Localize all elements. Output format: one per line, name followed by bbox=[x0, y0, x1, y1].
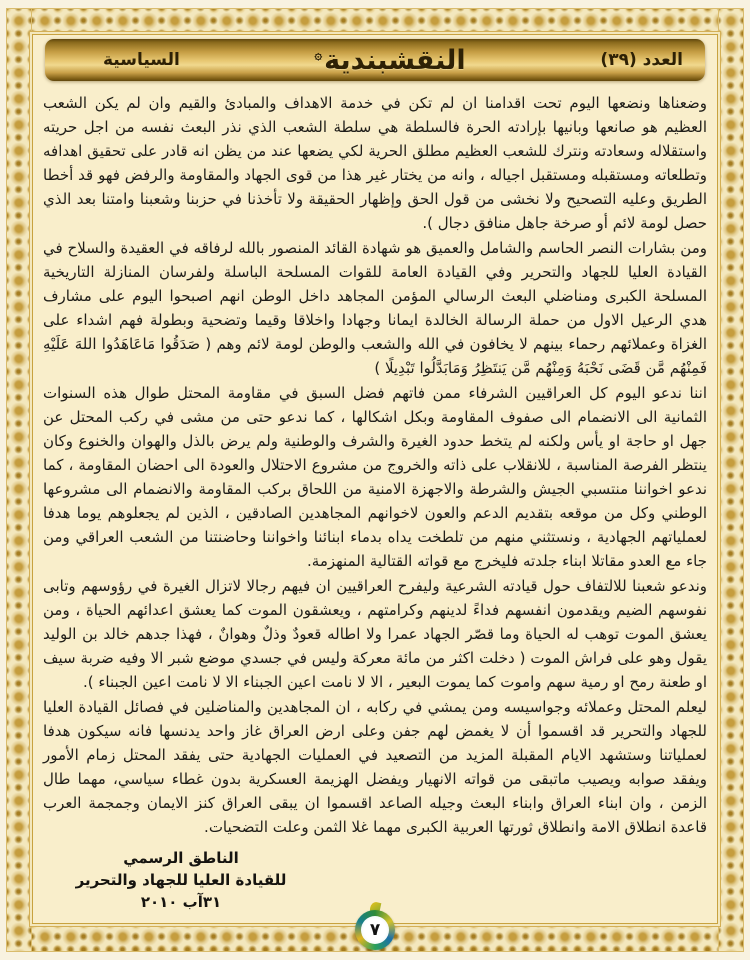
section-label: السياسية bbox=[103, 50, 180, 70]
masthead-bar bbox=[45, 39, 705, 81]
paragraph-5: ليعلم المحتل وعملائه وجواسيسه ومن يمشي في ركابه ، ان المجاهدين والمناضلين في فصائل القيادة العليا للجهاد والتحرير قد اقسموا أن لا يغمض لهم جفن وعلى ارض العراق غاز واحد يدنسها فانه سيكون هدفا لعملياتنا وستشهد الايام المقبلة المزيد من التصعيد في العمليات الجهادية حتى يفقد المحتل زمام الأمور ويفقد صوابه ويصيب ماتبقى من قواته الانهيار ويفضل الهزيمة العسكرية بدون غطاء سياسي، مهما طال الزمن ، وان ابناء العراق وابناء البعث وجيله الصاعد اقسموا ان يبقى العراق كنز الايمان وجمجمة العرب قاعدة انطلاق الامة وانطلاق ثورتها العربية الكبرى مهما غلا الثمن وعلت التضحيات. bbox=[43, 698, 707, 836]
title-ornament-icon: ۞ bbox=[314, 47, 323, 63]
signature-organization: للقيادة العليا للجهاد والتحرير bbox=[75, 871, 287, 889]
paragraph-2: ومن بشارات النصر الحاسم والشامل والعميق هو شهادة القائد المنصور بالله لرفاقه في العقيدة والسلاح في القيادة العليا للجهاد والتحرير وفي القيادة العامة للقوات المسلحة الباسلة ولفرسان المنازلة التاريخية المسلحة الكبرى ومناضلي البعث الرسالي المؤمن المجاهد داخل الوطن انهم اصبحوا اليوم على مشارف هدي الرعيل الاول من حملة الرسالة الخالدة ايمانا وجهادا واخلاقا وقيما وتضحية وبطولة فهم اشداء على الغزاة وعملائهم رحماء بينهم لا يخافون في الله والشعب والوطن لومة لائم وهم ( صَدَقُوا مَاعَاهَدُوا اللهَ عَلَيْهِ فَمِنْهُم مَّن قَضَى نَحْبَهُ وَمِنْهُم مَّن يَنتَظِرُ وَمَابَدَّلُوا تَبْدِيلًا ) bbox=[43, 239, 707, 377]
signature-role: الناطق الرسمي bbox=[123, 849, 239, 867]
paragraph-3: اننا ندعو اليوم كل العراقيين الشرفاء ممن فاتهم فضل السبق في مقاومة المحتل طوال هذه السنوات الثمانية الى الانضمام الى صفوف المقاومة وبكل اشكالها ، كما ندعو حتى من مشى في ركب المحتل عن جهل او حاجة او يأس ولكنه لم يتخط حدود الغيرة والشرف والوطنية ولم يرض بالذل والهوان والخنوع وكان ينتظر الفرصة المناسبة ، للانقلاب على ذاته والخروج من مشروع الاحتلال والعودة الى احضان المقاومة ، كما ندعو اخواننا منتسبي الجيش والشرطة والاجهزة الامنية من اللحاق بركب المقاومة والانضمام الى مشروعها الوطني وكل من موقعه بتقديم الدعم والعون لاخوانهم المجاهدين الصادقين ، الذين لم يجعلوهم يوما هدفا لعملياتهم الجهادية ، ونستثني منهم من تلطخت يداه بدماء ابنائنا واخواننا وحاضنتنا من الشعب العراقي ومن جاء مع العدو مقاتلا ابناء جلدته فليخرج مع قواته القتالية المنهزمة. bbox=[43, 384, 707, 570]
page-number: ٧ bbox=[361, 916, 389, 944]
ornate-border-right bbox=[718, 8, 744, 952]
signature-block bbox=[61, 847, 301, 913]
newspaper-title: النقشبندية۞ bbox=[314, 44, 466, 76]
page-number-emblem bbox=[353, 904, 397, 954]
page-sheet bbox=[32, 34, 718, 924]
ornate-border-top bbox=[6, 8, 744, 34]
issue-number-label: العدد (٣٩) bbox=[600, 50, 683, 70]
ornate-border-left bbox=[6, 8, 32, 952]
paragraph-1: وضعناها ونضعها اليوم تحت اقدامنا ان لم تكن في خدمة الاهداف والمبادئ والقيم وان لم يكن الشعب العظيم هو صانعها وبانيها بإرادته الحرة فالسلطة هي سلطة الشعب الذي نذر البعث نفسه من اجل حريته واستقلاله وسعادته ونترك للشعب العظيم مطلق الحرية لكي يضعها عند من يظن انه قادر على تحقيق اهدافه وتطلعاته ومستقبله ومستقبل اجياله ، وانه من يختار غير هذا من قوى الجهاد والمقاومة والرفض فهو قد أخطا الطريق وعليه التصحيح ولا نخشى من قول الحق وإظهار الحقيقة ولا تأخذنا في حزبنا وشعبنا وامتنا بعد الذي حصل لومة لائم أو صرخة جاهل منافق دجال ). bbox=[43, 94, 707, 232]
paragraph-4: وندعو شعبنا للالتفاف حول قيادته الشرعية وليفرح العراقيين ان فيهم رجالا لاتزال الغيرة في رؤوسهم وتابى نفوسهم الضيم ويقدمون انفسهم فداءً لدينهم وكرامتهم ، ويعشقون الموت كما يعشق اعدائهم الحياة ، ومن يعشق الموت توهب له الحياة وما قصّر الجهاد عمرا ولا اطاله قعودٌ وذلٌ وهوانٌ ، فهذا جدهم خالد بن الوليد يقول وهو على فراش الموت ( دخلت اكثر من مائة معركة وليس في جسدي موضع شبر الا وفيه ضربة سيف او طعنة رمح او رمية سهم واموت كما يموت البعير ، الا لا نامت اعين الجبناء الا لا نامت اعين الجبناء ). bbox=[43, 577, 707, 691]
article-body bbox=[43, 91, 707, 913]
signature-date: ٣١آب ٢٠١٠ bbox=[140, 893, 222, 911]
